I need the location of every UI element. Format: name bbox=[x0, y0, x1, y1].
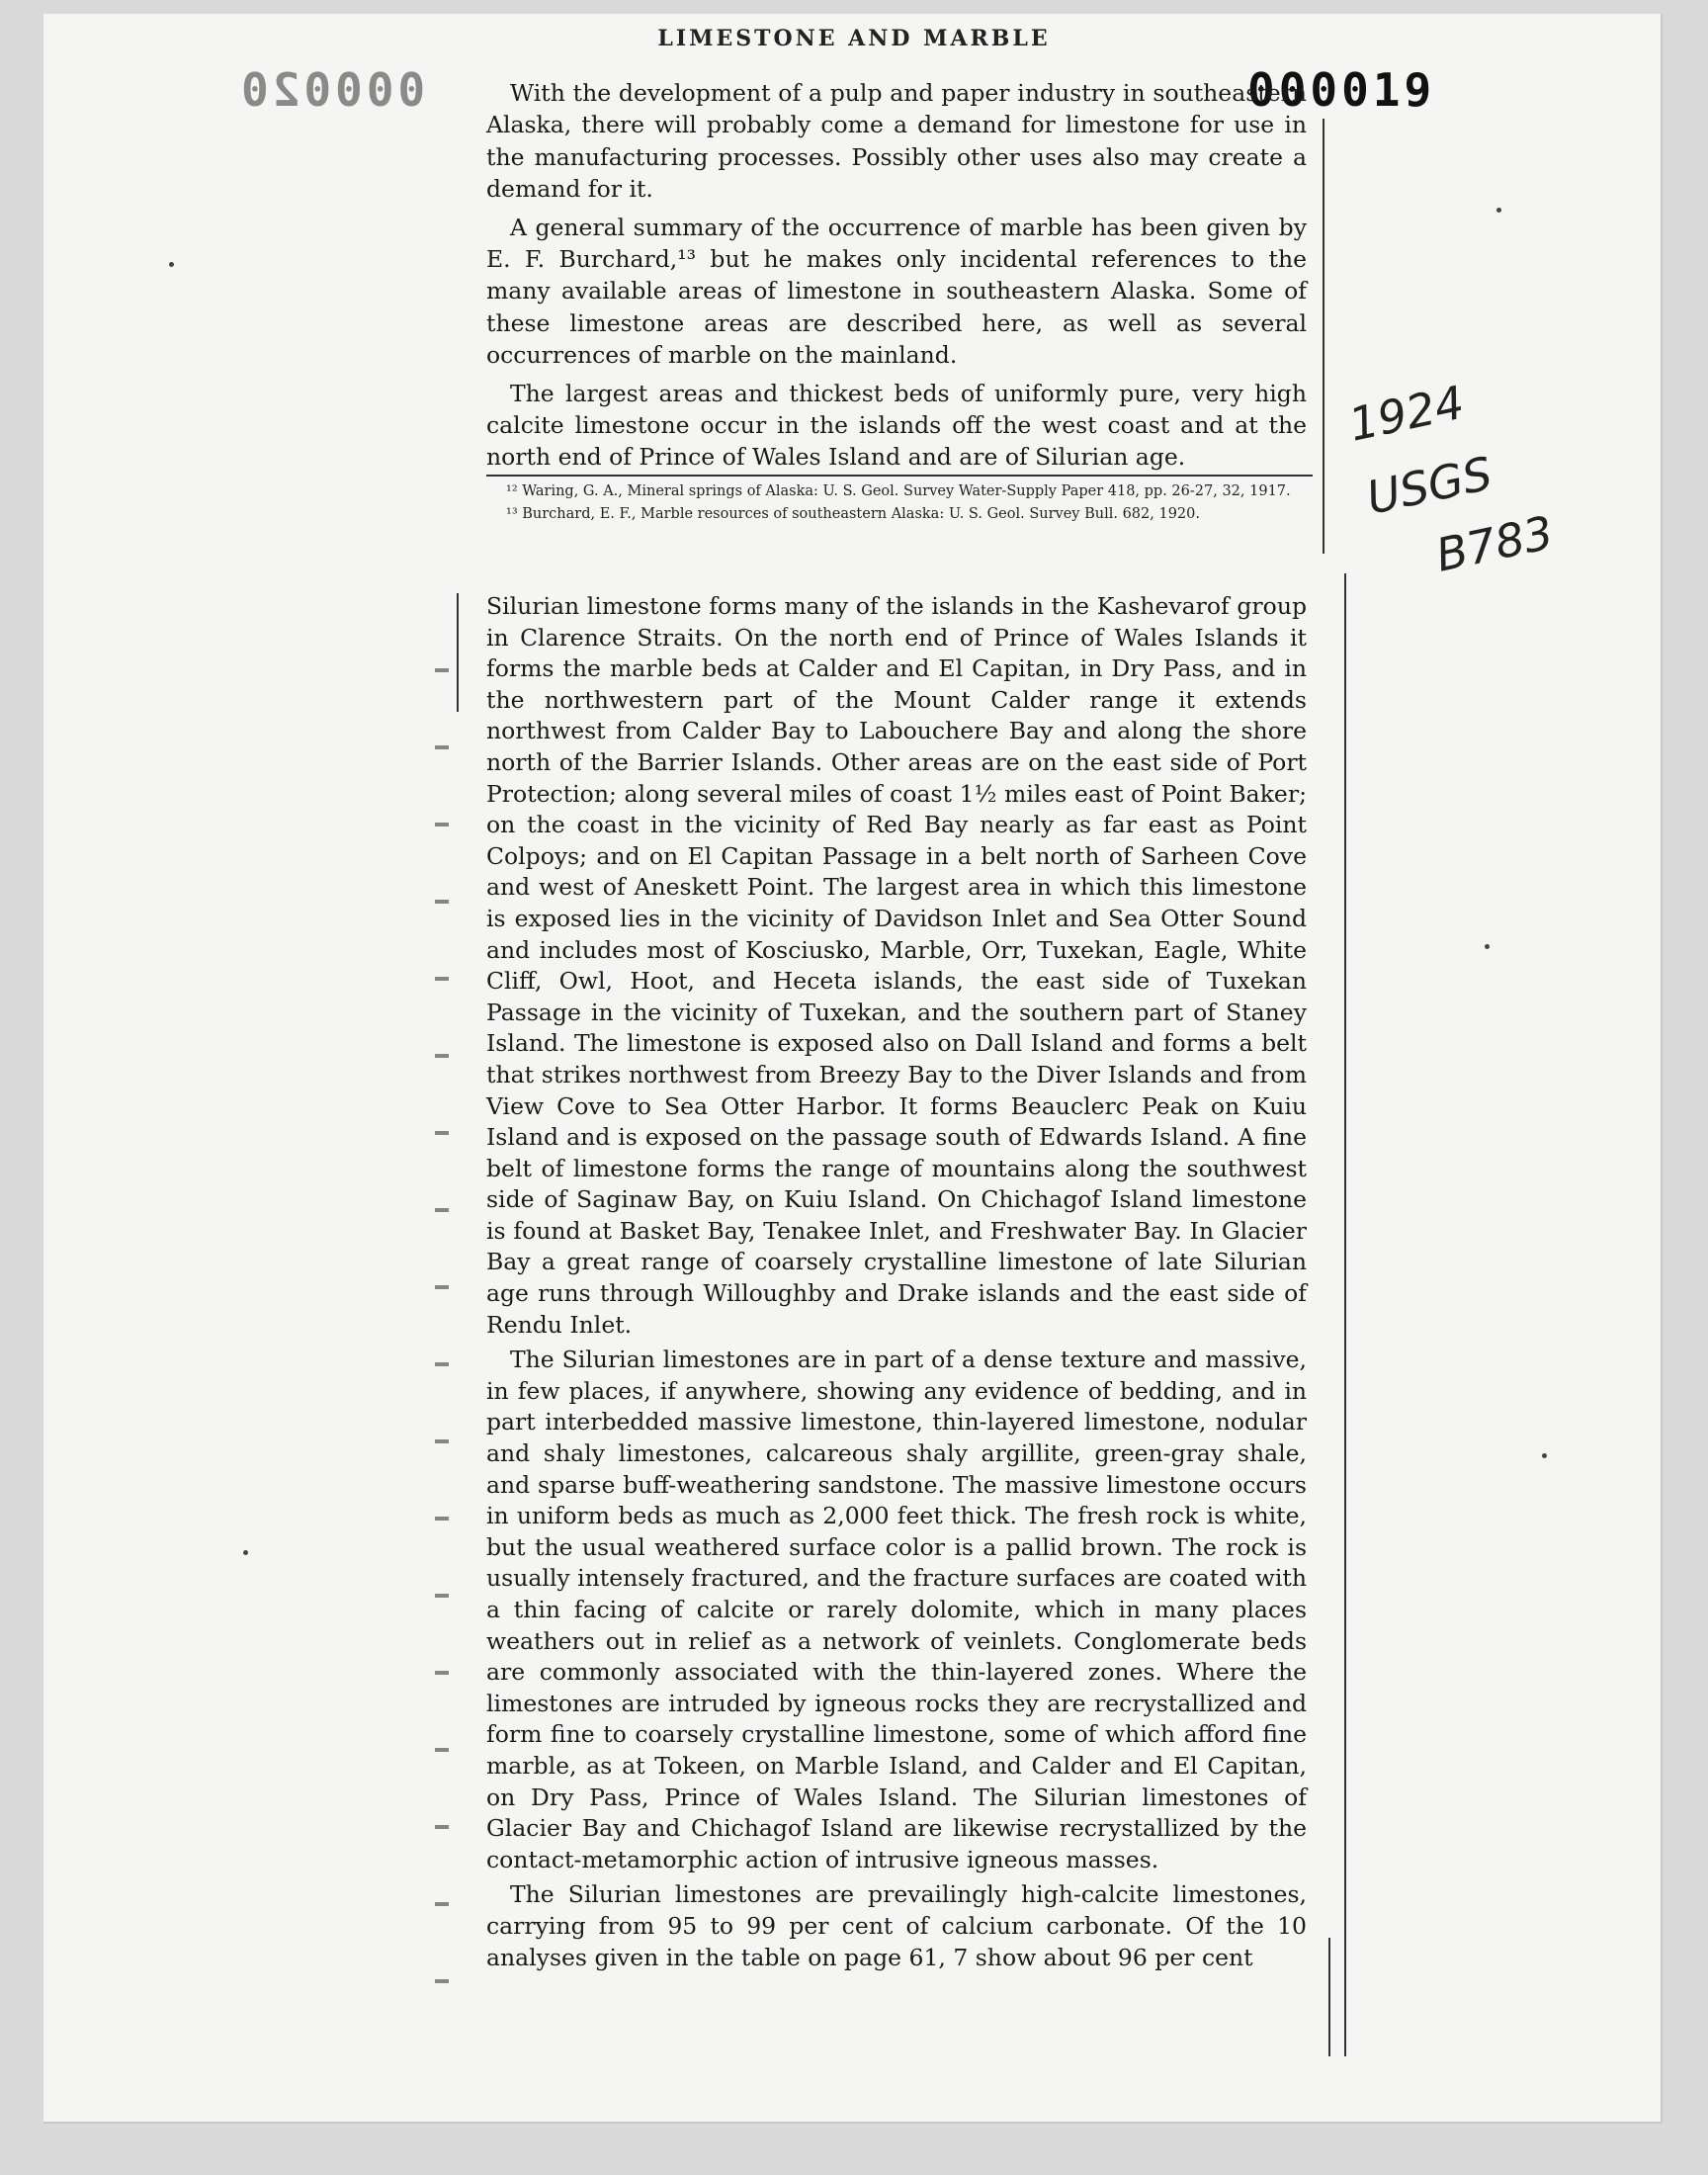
column-rule-right bbox=[1344, 573, 1346, 2056]
footnotes bbox=[486, 480, 1313, 526]
paragraph: The Silurian limestones are prevailingly high-calcite limestones, carrying from 95 to 99 per cent of calcium carbonate. Of the 10 analyses given in the table on page 61, 7 show about 96 per cent bbox=[486, 1880, 1307, 1971]
scan-speck bbox=[243, 1550, 248, 1555]
paragraph: With the development of a pulp and paper industry in southeastern Alaska, there will probably come a demand for limestone for use in the manufacturing processes. Possibly other uses also may create a demand for it. bbox=[486, 79, 1307, 204]
handwritten-year: 1924 bbox=[1344, 375, 1469, 452]
upper-text-block bbox=[486, 77, 1307, 474]
paragraph: The Silurian limestones are in part of a dense texture and massive, in few places, if anywhere, showing any evidence of bedding, and in part interbedded massive limestone, thin-layered limestone, nodular and shaly limestones, calcareous shaly argillite, green-gray shale, and sparse buff-weathering sandstone. The massive limestone occurs in uniform beds as much as 2,000 feet thick. The fresh rock is white, but the usual weathered surface color is a pallid brown. The rock is usually intensely fractured, and the fracture surfaces are coated with a thin facing of calcite or rarely dolomite, which in many places weathers out in relief as a network of veinlets. Conglomerate beds are commonly associated with the thin-layered zones. Where the limestones are intruded by igneous rocks they are recrystallized and form fine to coarsely crystalline limestone, some of which afford fine marble, as at Tokeen, on Marble Island, and Calder and El Capitan, on Dry Pass, Prince of Wales Island. The Silurian limestones of Glacier Bay and Chichagof Island are likewise recrystallized by the contact-metamorphic action of intrusive igneous masses. bbox=[486, 1346, 1307, 1873]
scan-speck bbox=[1485, 944, 1490, 949]
paragraph: Silurian limestone forms many of the islands in the Kashevarof group in Clarence Straits. On the north end of Prince of Wales Islands it forms the marble beds at Calder and El Capitan, in Dry Pass, and in the northwestern part of the Mount Calder range it extends northwest from Calder Bay to Labouchere Bay and along the shore north of the Barrier Islands. Other areas are on the east side of Port Protection; along several miles of coast 1½ miles east of Point Baker; on the coast in the vicinity of Red Bay nearly as far east as Point Colpoys; and on El Capitan Passage in a belt north of Sarheen Cove and west of Aneskett Point. The largest area in which this limestone is exposed lies in the vicinity of Davidson Inlet and Sea Otter Sound and includes most of Kosciusko, Marble, Orr, Tuxekan, Eagle, White Cliff, Owl, Hoot, and Heceta islands, the east side of Tuxekan Passage in the vicinity of Tuxekan, and the southern part of Staney Island. The limestone is exposed also on Dall Island and forms a belt that strikes northwest from Breezy Bay to the Diver Islands and from View Cove to Sea Otter Harbor. It forms Beauclerc Peak on Kuiu Island and is exposed on the passage south of Edwards Island. A fine belt of limestone forms the range of mountains along the southwest side of Saginaw Bay, on Kuiu Island. On Chichagof Island limestone is found at Basket Bay, Tenakee Inlet, and Freshwater Bay. In Glacier Bay a great range of coarsely crystalline limestone of late Silurian age runs through Willoughby and Drake islands and the east side of Rendu Inlet. bbox=[486, 592, 1307, 1339]
page-number-stamp: 000019 bbox=[1247, 63, 1436, 117]
paragraph: The largest areas and thickest beds of uniformly pure, very high calcite limestone occur in the islands off the west coast and at the north end of Prince of Wales Island and are of Silurian age. bbox=[486, 379, 1307, 472]
column-rule-bottom bbox=[1328, 1938, 1330, 2056]
margin-marks bbox=[435, 633, 449, 1997]
lower-text-block bbox=[486, 591, 1307, 1973]
page-number-stamp-mirrored: 000020 bbox=[237, 63, 426, 117]
handwritten-agency: USGS bbox=[1362, 446, 1497, 525]
page-heading: LIMESTONE AND MARBLE bbox=[657, 26, 1051, 51]
scan-speck bbox=[1542, 1453, 1547, 1458]
footnote: ¹² Waring, G. A., Mineral springs of Alaska: U. S. Geol. Survey Water-Supply Paper 418, pp. 26-27, 32, 1917. bbox=[506, 483, 1291, 499]
scan-speck bbox=[1496, 208, 1501, 213]
paragraph: A general summary of the occurrence of marble has been given by E. F. Burchard,¹³ but he makes only incidental references to the many available areas of limestone in southeastern Alaska. Some of these limestone areas are described here, as well as several occurrences of marble on the mainland. bbox=[486, 213, 1307, 370]
margin-rule bbox=[1323, 119, 1324, 554]
scan-speck bbox=[169, 262, 174, 267]
handwritten-bulletin: B783 bbox=[1431, 505, 1558, 582]
footnote: ¹³ Burchard, E. F., Marble resources of southeastern Alaska: U. S. Geol. Survey Bull. 682, 1920. bbox=[506, 506, 1200, 522]
footnote-divider bbox=[486, 475, 1313, 477]
column-rule-left bbox=[457, 593, 459, 712]
